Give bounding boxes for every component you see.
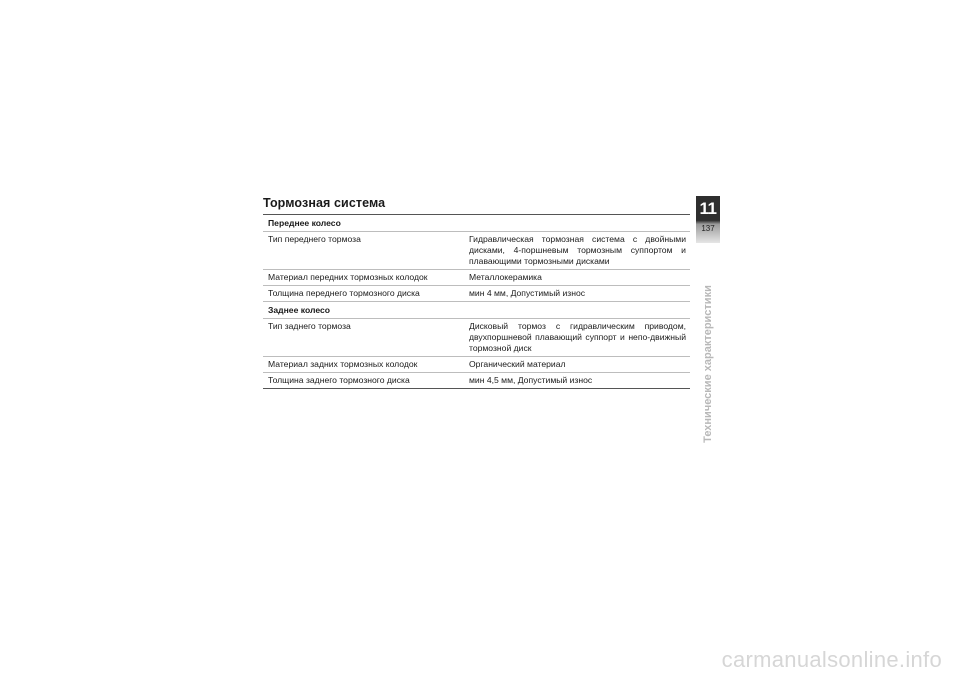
row-value: Органический материал [469, 359, 566, 369]
table-row [263, 357, 690, 373]
row-value: мин 4 мм, Допустимый износ [469, 288, 586, 298]
section-heading-rear: Заднее колесо [263, 302, 690, 319]
row-label: Толщина заднего тормозного диска [268, 375, 410, 385]
sidebar-chapter-title-text: Технические характеристики [702, 284, 714, 443]
chapter-number: 11 [699, 199, 717, 218]
row-label: Материал передних тормозных колодок [268, 272, 428, 282]
sidebar-chapter-title [701, 276, 715, 451]
row-value: Металлокерамика [469, 272, 542, 282]
row-value: мин 4,5 мм, Допустимый износ [469, 375, 593, 385]
table-row [263, 270, 690, 286]
table-row [263, 286, 690, 302]
table-row [263, 373, 690, 389]
row-label: Тип переднего тормоза [268, 234, 361, 244]
section-heading-front: Переднее колесо [263, 215, 690, 232]
row-label: Толщина переднего тормозного диска [268, 288, 420, 298]
row-value: Гидравлическая тормозная система с двойными дисками, 4-поршневым тормозным суппортом и плавающими тормозными дисками [469, 234, 686, 266]
page-number: 137 [701, 224, 715, 233]
spec-table [263, 214, 690, 389]
page-title: Тормозная система [263, 196, 386, 210]
table-row [263, 232, 690, 270]
chapter-tab [696, 196, 720, 243]
row-label: Материал задних тормозных колодок [268, 359, 418, 369]
row-value: Дисковый тормоз с гидравлическим приводом, двухпоршневой плавающий суппорт и непо-движный тормозной диск [469, 321, 686, 353]
table-row [263, 319, 690, 357]
row-label: Тип заднего тормоза [268, 321, 351, 331]
watermark: carmanualsonline.info [721, 647, 942, 672]
